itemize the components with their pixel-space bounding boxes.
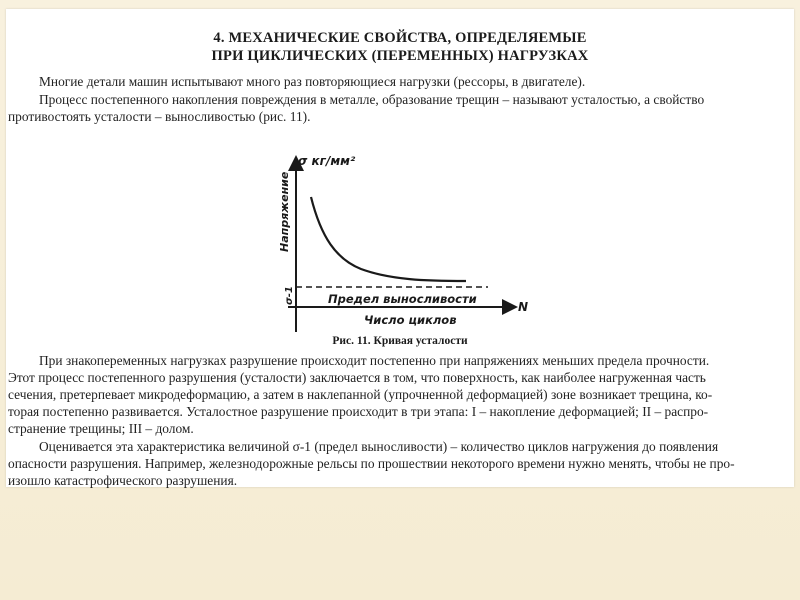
- body-line-3: сечения, претерпевает микродеформацию, а затем в наклепанной (упрочненной деформацией) зоне возникает трещина, ко-: [8, 387, 713, 402]
- y-axis-symbol: σ кг/мм²: [298, 154, 356, 168]
- closing-line-1: Оценивается эта характеристика величиной σ-1 (предел выносливости) – количество циклов нагружения до появления: [39, 439, 719, 454]
- body-line-4: торая постепенно развивается. Усталостное разрушение происходит в три этапа: I – накопление деформацией; II – распро-: [8, 404, 709, 419]
- sigma-limit-symbol: σ-1: [284, 286, 295, 305]
- endurance-limit-label: Предел выносливости: [328, 292, 477, 306]
- body-line-2: Этот процесс постепенного разрушения (усталости) заключается в том, что поверхность, как наиболее нагруженная часть: [8, 370, 706, 385]
- document-page: [6, 9, 794, 487]
- intro-paragraph-1: Многие детали машин испытывают много раз повторяющиеся нагрузки (рессоры, в двигателе).: [39, 74, 586, 89]
- figure-caption: Рис. 11. Кривая усталости: [332, 335, 468, 347]
- intro-paragraph-2-line-1: Процесс постепенного накопления повреждения в металле, образование трещин – называют усталостью, а свойство: [39, 92, 705, 107]
- x-axis-symbol: N: [518, 300, 529, 314]
- fatigue-curve: [311, 197, 466, 281]
- y-axis-title: Напряжение: [278, 171, 291, 252]
- closing-line-2: опасности разрушения. Например, железнодорожные рельсы по прошествии некоторого времени нужно менять, чтобы не про-: [8, 456, 735, 471]
- x-axis-title: Число циклов: [364, 313, 457, 327]
- fatigue-curve-figure: [266, 147, 536, 337]
- closing-line-3: изошло катастрофического разрушения.: [8, 473, 238, 488]
- section-title-line-2: ПРИ ЦИКЛИЧЕСКИХ (ПЕРЕМЕННЫХ) НАГРУЗКАХ: [211, 48, 589, 64]
- intro-paragraph-2-line-2: противостоять усталости – выносливостью (рис. 11).: [8, 109, 311, 124]
- section-title-line-1: 4. МЕХАНИЧЕСКИЕ СВОЙСТВА, ОПРЕДЕЛЯЕМЫЕ: [213, 30, 587, 46]
- body-line-5: странение трещины; III – долом.: [8, 421, 194, 436]
- body-line-1: При знакопеременных нагрузках разрушение происходит постепенно при напряжениях меньших предела прочности.: [39, 353, 710, 368]
